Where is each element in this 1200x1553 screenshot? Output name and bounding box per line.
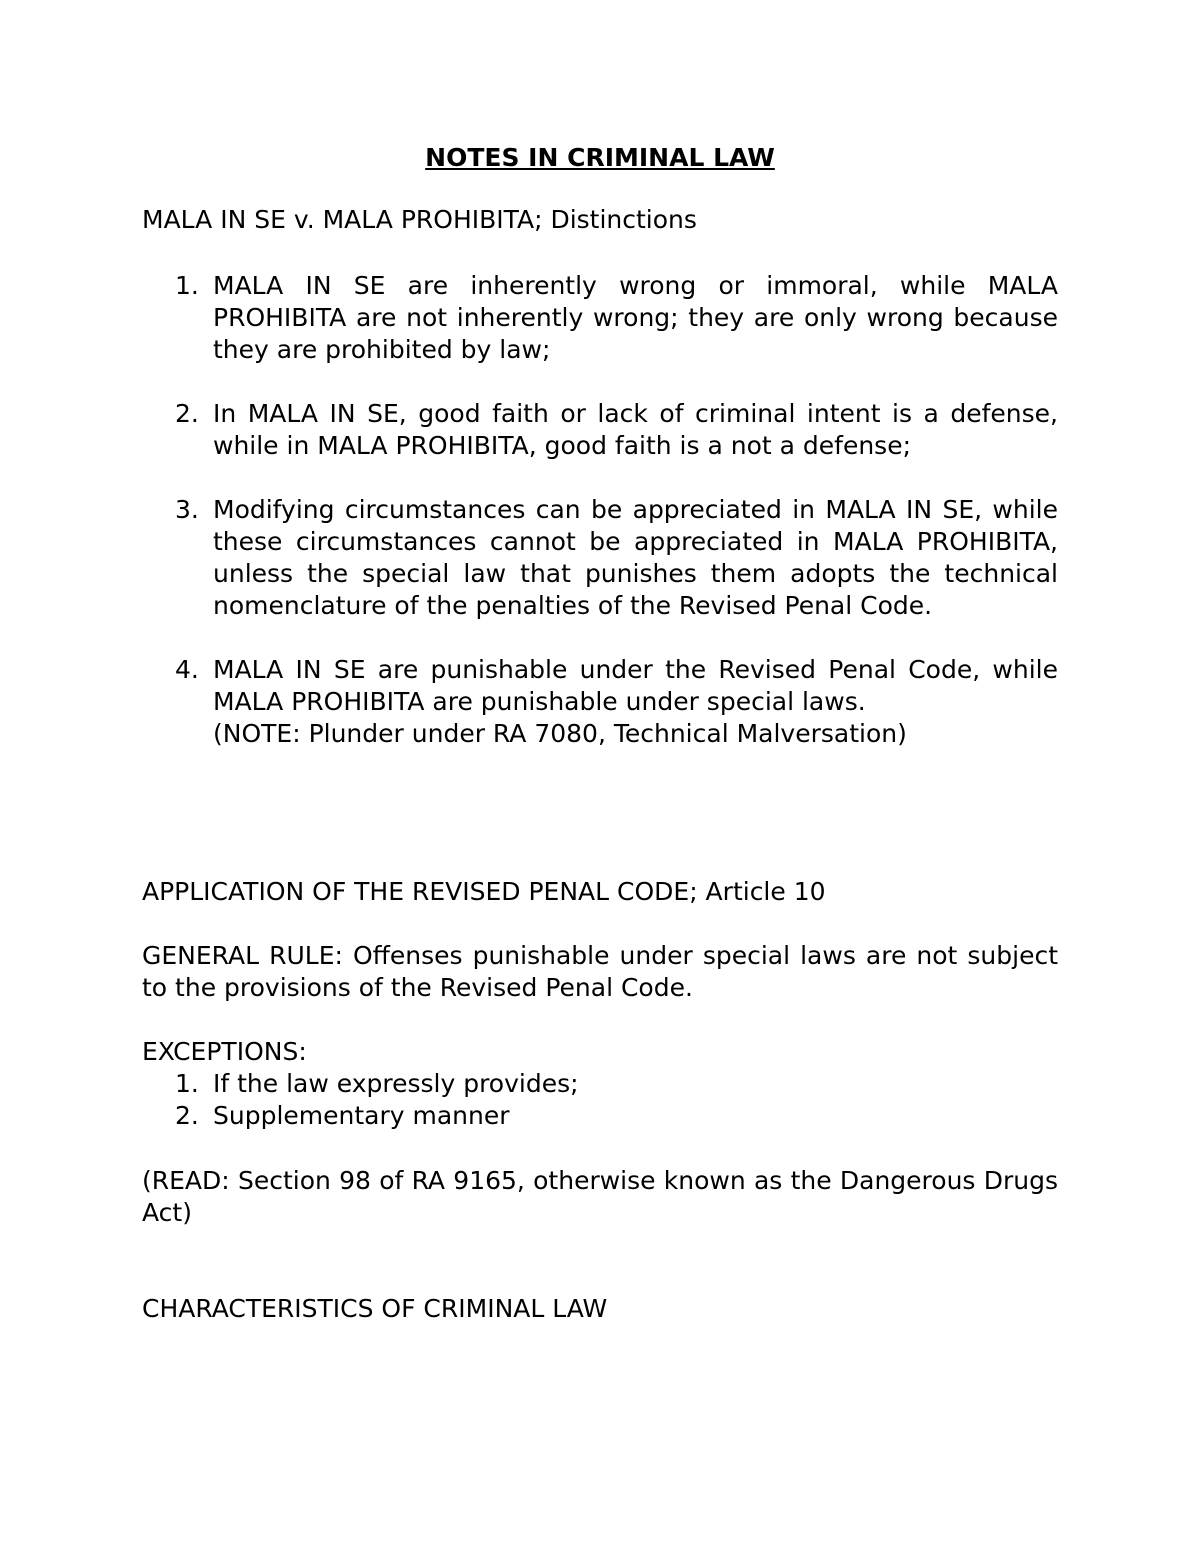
section-heading-application: APPLICATION OF THE REVISED PENAL CODE; Article 10 <box>142 877 826 906</box>
list-item-text: MALA IN SE are punishable under the Revised Penal Code, while MALA PROHIBITA are punishable under special laws. <box>213 655 1058 716</box>
list-item-number: 2. <box>175 1101 199 1130</box>
list-item-text: In MALA IN SE, good faith or lack of criminal intent is a defense, while in MALA PROHIBITA, good faith is a not a defense; <box>213 399 1058 460</box>
section-heading-mala-in-se: MALA IN SE v. MALA PROHIBITA; Distinctions <box>142 205 697 234</box>
section-heading-characteristics: CHARACTERISTICS OF CRIMINAL LAW <box>142 1294 608 1323</box>
list-item-number: 4. <box>175 655 199 684</box>
read-note-text: (READ: Section 98 of RA 9165, otherwise known as the Dangerous Drugs Act) <box>142 1166 1058 1227</box>
list-item <box>142 494 1058 622</box>
list-item <box>142 1068 1058 1100</box>
exceptions-list <box>142 1068 1058 1132</box>
list-item-text: Supplementary manner <box>213 1101 510 1130</box>
list-item-note: (NOTE: Plunder under RA 7080, Technical Malversation) <box>213 719 907 748</box>
list-item-number: 1. <box>175 271 199 300</box>
list-item-text: MALA IN SE are inherently wrong or immoral, while MALA PROHIBITA are not inherently wrong; they are only wrong because they are prohibited by law; <box>213 271 1058 364</box>
document-title: NOTES IN CRIMINAL LAW <box>425 143 775 172</box>
list-item-number: 2. <box>175 399 199 428</box>
list-item <box>142 398 1058 462</box>
distinctions-list <box>142 270 1058 750</box>
list-item <box>142 270 1058 366</box>
list-item-text: If the law expressly provides; <box>213 1069 579 1098</box>
list-item-number: 1. <box>175 1069 199 1098</box>
general-rule-text: GENERAL RULE: Offenses punishable under special laws are not subject to the provisions of the Revised Penal Code. <box>142 941 1058 1002</box>
list-item <box>142 1100 1058 1132</box>
list-item-text: Modifying circumstances can be appreciated in MALA IN SE, while these circumstances cannot be appreciated in MALA PROHIBITA, unless the special law that punishes them adopts the technical nomenclature of the penalties of the Revised Penal Code. <box>213 495 1058 620</box>
list-item <box>142 654 1058 750</box>
exceptions-heading: EXCEPTIONS: <box>142 1037 307 1066</box>
list-item-number: 3. <box>175 495 199 524</box>
